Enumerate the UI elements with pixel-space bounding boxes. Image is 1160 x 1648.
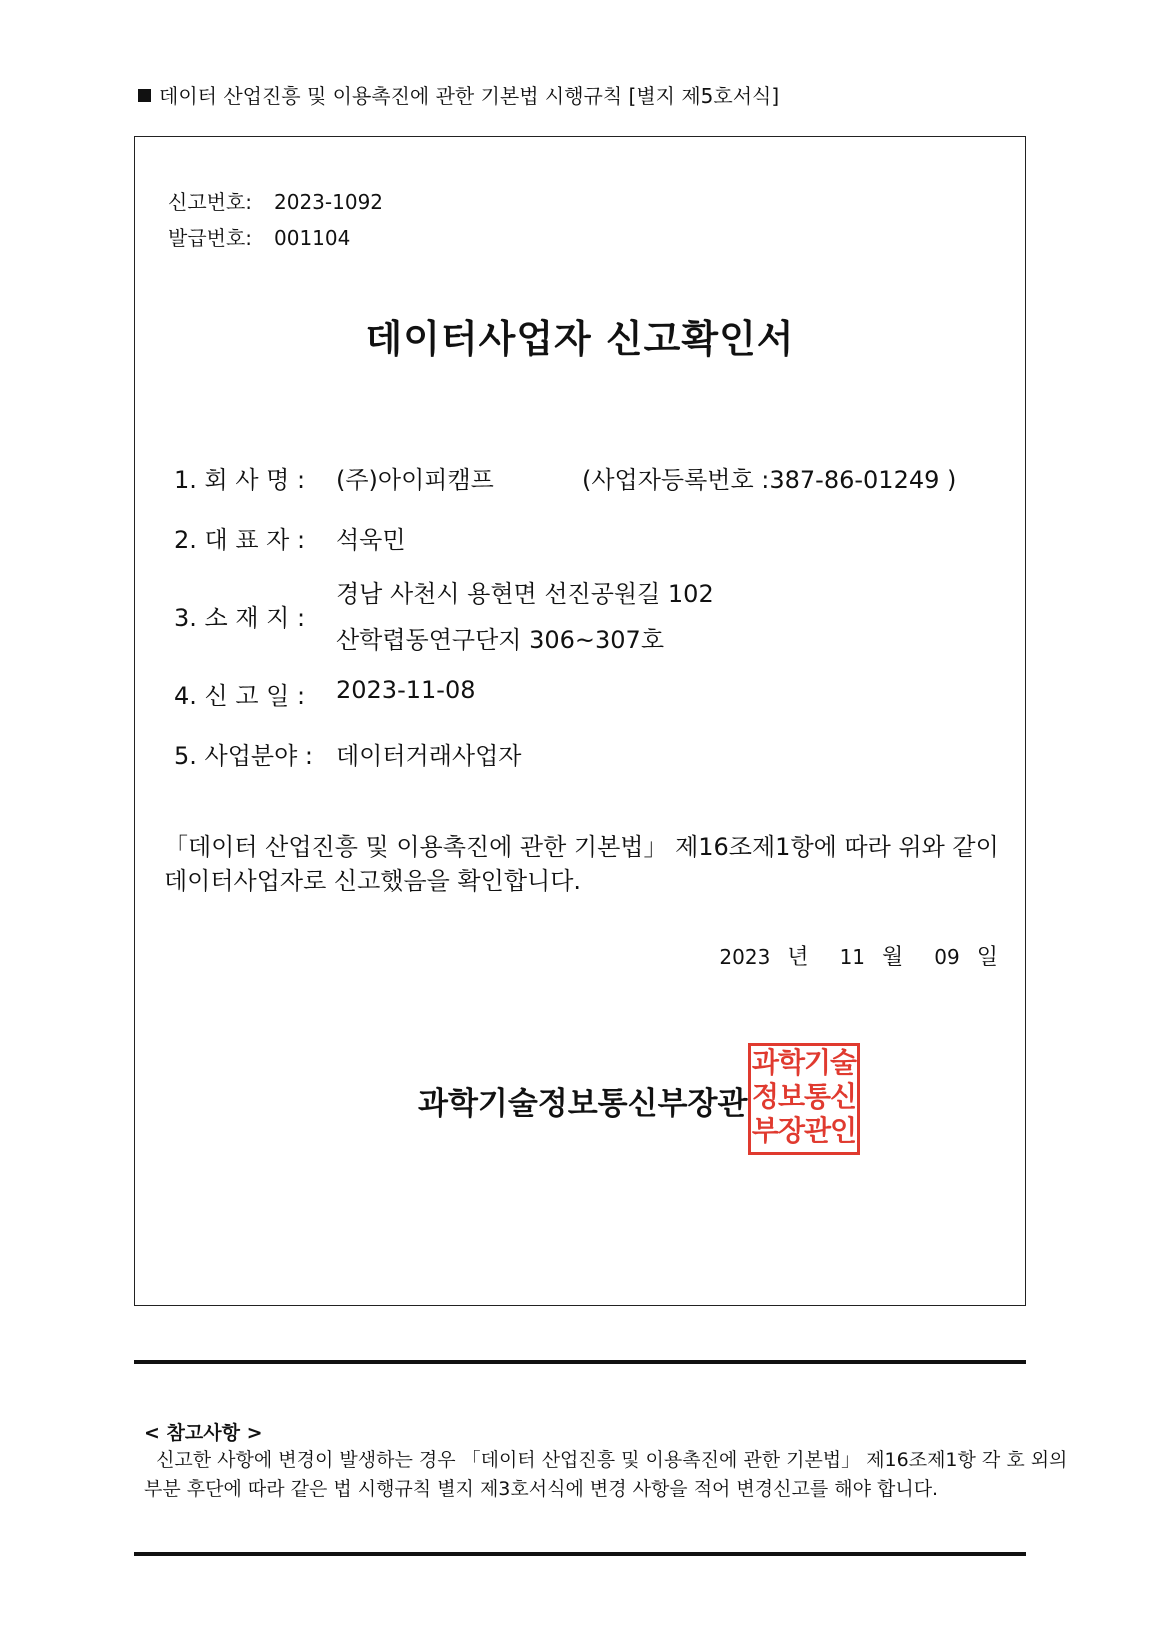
note-line-2: 부분 후단에 따라 같은 법 시행규칙 별지 제3호서식에 변경 사항을 적어 변경신고를 해야 합니다. — [144, 1478, 939, 1500]
form-reference — [138, 80, 779, 109]
seal-line-3: 부장관인 — [751, 1114, 857, 1147]
divider-bottom — [134, 1552, 1026, 1556]
issue-number-value: 001104 — [274, 226, 351, 250]
confirmation-line-2: 데이터사업자로 신고했음을 확인합니다. — [164, 867, 582, 895]
note-line-1: 신고한 사항에 변경이 발생하는 경우 「데이터 산업진흥 및 이용촉진에 관한 기본법」 제16조제1항 각 호 외의 — [144, 1449, 1068, 1471]
field-value: 석욱민 — [336, 526, 406, 554]
date-day-unit: 일 — [976, 945, 998, 970]
seal-line-2: 정보통신 — [751, 1080, 857, 1113]
field-value-2: 산학렵동연구단지 306~307호 — [336, 626, 665, 654]
seal-line-1: 과학기술 — [751, 1046, 857, 1079]
field-value: 데이터거래사업자 — [336, 742, 522, 770]
date-month-unit: 월 — [882, 945, 904, 970]
field-value: 경남 사천시 용현면 선진공원길 102 — [336, 580, 714, 608]
note-heading: < 참고사항 > — [144, 1422, 263, 1444]
report-number-value: 2023-1092 — [274, 190, 384, 214]
note-text — [144, 1446, 1068, 1504]
document-title: 데이터사업자 신고확인서 — [365, 317, 795, 361]
issue-number-label: 발급번호: — [168, 226, 253, 250]
field-label: 1. 회 사 명 : — [174, 466, 306, 494]
report-number-label: 신고번호: — [168, 190, 253, 214]
issue-date — [709, 940, 998, 971]
field-value: (주)아이피캠프 — [336, 466, 494, 494]
field-label: 3. 소 재 지 : — [174, 604, 306, 632]
date-month: 11 — [839, 945, 866, 969]
business-registration-number: (사업자등록번호 :387-86-01249 ) — [582, 466, 957, 494]
square-bullet-icon — [138, 89, 151, 102]
issue-number — [168, 222, 350, 251]
form-reference-text: 데이터 산업진흥 및 이용촉진에 관한 기본법 시행규칙 [별지 제5호서식] — [159, 84, 780, 108]
date-year: 2023 — [719, 945, 771, 969]
date-day: 09 — [934, 945, 960, 969]
field-label: 5. 사업분야 : — [174, 742, 313, 770]
confirmation-line-1: 「데이터 산업진흥 및 이용촉진에 관한 기본법」 제16조제1항에 따라 위와 같이 — [164, 833, 999, 861]
official-seal-icon — [748, 1043, 860, 1155]
field-label: 4. 신 고 일 : — [174, 682, 306, 710]
confirmation-text — [164, 830, 1004, 898]
field-value: 2023-11-08 — [336, 676, 476, 704]
date-year-unit: 년 — [787, 945, 809, 970]
report-number — [168, 186, 383, 215]
divider-top — [134, 1360, 1026, 1364]
issuer-name: 과학기술정보통신부장관 — [418, 1086, 748, 1122]
field-label: 2. 대 표 자 : — [174, 526, 306, 554]
